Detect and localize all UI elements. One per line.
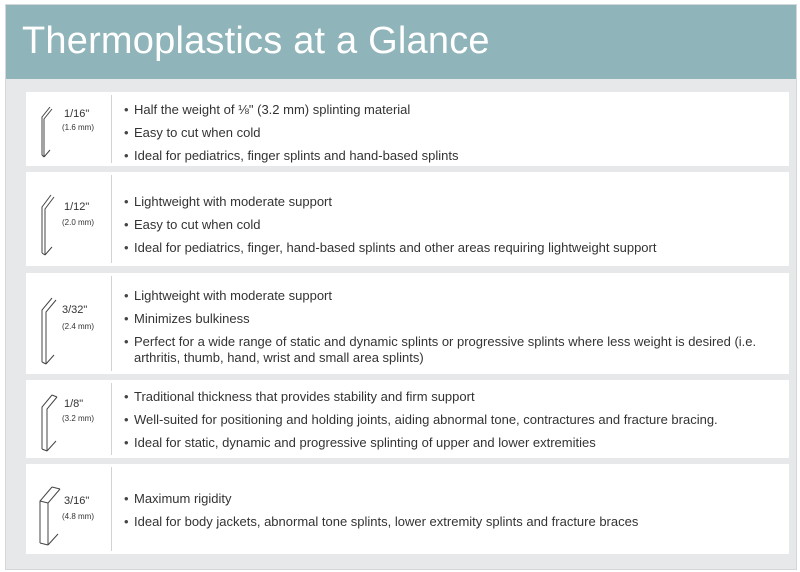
thickness-thumb [30, 383, 112, 455]
list-item: • Ideal for static, dynamic and progressive splinting of upper and lower extremities [124, 435, 782, 451]
thickness-mm: (1.6 mm) [62, 123, 94, 132]
list-item: • Minimizes bulkiness [124, 311, 782, 327]
thickness-row-1-16 [26, 92, 789, 166]
header-banner [6, 5, 796, 79]
feature-list [124, 389, 782, 451]
thickness-thumb [30, 467, 112, 551]
thickness-inches: 3/32" [62, 304, 88, 316]
list-item: • Ideal for pediatrics, finger, hand-based splints and other areas requiring lightweight support [124, 240, 782, 256]
thickness-inches: 1/12" [64, 201, 90, 213]
thickness-inches: 3/16" [64, 495, 90, 507]
thermoplastics-card [5, 4, 797, 570]
thickness-row-3-16 [26, 464, 789, 554]
thickness-thumb [30, 276, 112, 371]
thickness-mm: (4.8 mm) [62, 512, 94, 521]
list-item: • Easy to cut when cold [124, 217, 782, 233]
list-item: • Lightweight with moderate support [124, 194, 782, 210]
list-item: • Half the weight of ⅛" (3.2 mm) splinting material [124, 102, 782, 118]
thickness-thumb [30, 95, 112, 163]
thickness-row-3-32 [26, 273, 789, 374]
list-item: • Maximum rigidity [124, 491, 782, 507]
thickness-mm: (2.0 mm) [62, 218, 94, 227]
thickness-mm: (3.2 mm) [62, 414, 94, 423]
feature-list [124, 194, 782, 256]
feature-list [124, 102, 782, 164]
list-item: • Ideal for pediatrics, finger splints and hand-based splints [124, 148, 782, 164]
page-title: Thermoplastics at a Glance [22, 20, 490, 62]
list-item: • Lightweight with moderate support [124, 288, 782, 304]
sheet-thickness-icon [30, 467, 90, 551]
thickness-row-1-8 [26, 380, 789, 458]
list-item: • Traditional thickness that provides stability and firm support [124, 389, 782, 405]
feature-list [124, 491, 782, 530]
list-item: • Easy to cut when cold [124, 125, 782, 141]
list-item: • Perfect for a wide range of static and dynamic splints or progressive splints where less weight is desired (i.e. arthritis, thumb, hand, wrist and small area splints) [124, 334, 782, 366]
thickness-inches: 1/16" [64, 108, 90, 120]
feature-list [124, 288, 782, 366]
thickness-inches: 1/8" [64, 398, 84, 410]
thickness-thumb [30, 175, 112, 263]
thickness-mm: (2.4 mm) [62, 322, 94, 331]
list-item: • Well-suited for positioning and holding joints, aiding abnormal tone, contractures and fracture bracing. [124, 412, 782, 428]
list-item: • Ideal for body jackets, abnormal tone splints, lower extremity splints and fracture braces [124, 514, 782, 530]
thickness-row-1-12 [26, 172, 789, 266]
